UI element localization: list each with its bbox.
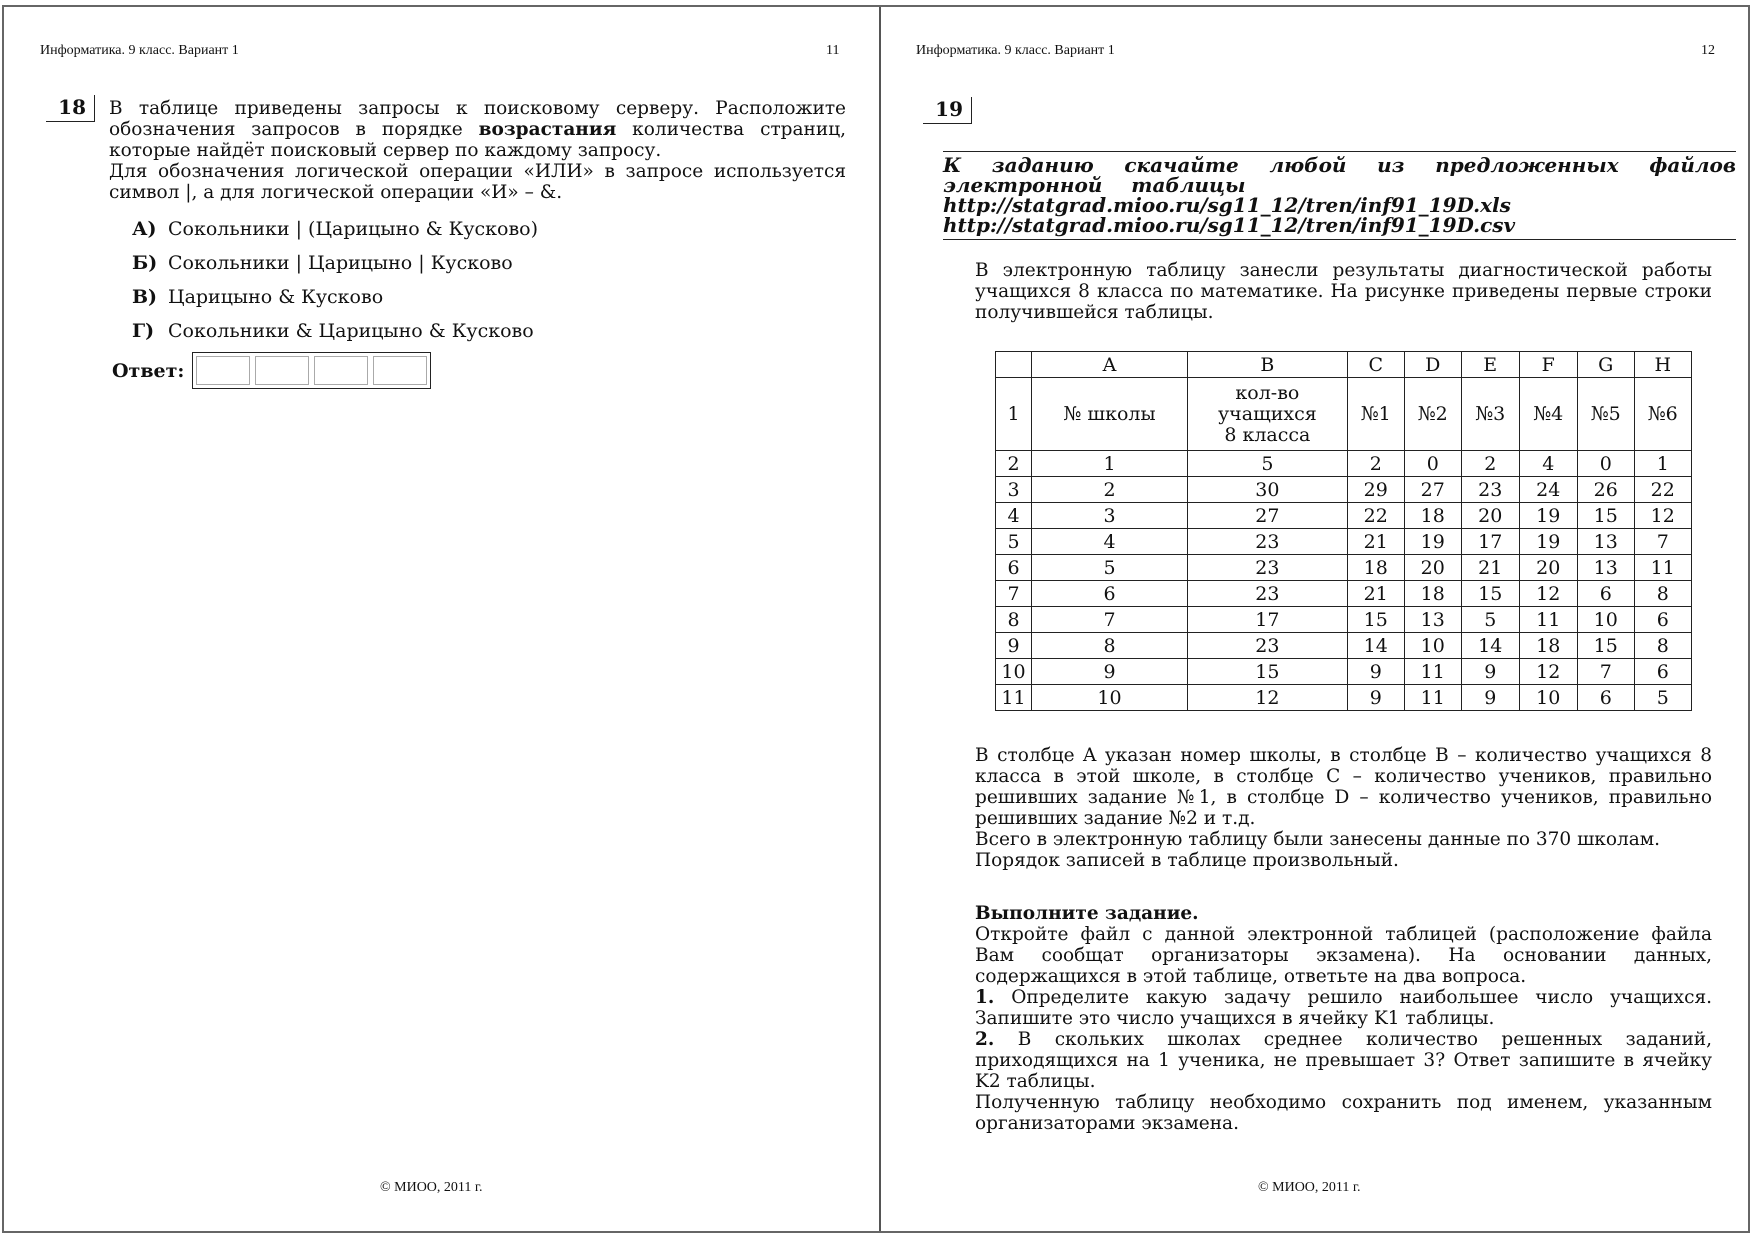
table-row bbox=[996, 555, 1692, 581]
table-cell: 1 bbox=[1634, 451, 1691, 477]
header-row: 1 № школы кол-во учащихся 8 класса №1 №2 №3 №4 №5 №6 bbox=[996, 378, 1692, 451]
table-cell: 17 bbox=[1461, 529, 1519, 555]
table-cell: 0 bbox=[1404, 451, 1461, 477]
table-cell: 7 bbox=[1577, 659, 1634, 685]
table-cell: 18 bbox=[1404, 581, 1461, 607]
table-cell: 15 bbox=[1188, 659, 1348, 685]
page-number: 11 bbox=[826, 43, 840, 58]
page-spread bbox=[2, 5, 1750, 1233]
table-cell: 14 bbox=[1461, 633, 1519, 659]
task-18-body bbox=[109, 98, 846, 203]
table-cell: 12 bbox=[1188, 685, 1348, 711]
page-number: 12 bbox=[1701, 43, 1715, 58]
table-cell: 27 bbox=[1188, 503, 1348, 529]
emphasis: возрастания bbox=[478, 119, 617, 140]
table-cell: 20 bbox=[1461, 503, 1519, 529]
table-cell: 11 bbox=[1404, 685, 1461, 711]
table-cell: 29 bbox=[1347, 477, 1404, 503]
option-v: В) Царицыно & Кусково bbox=[132, 286, 384, 308]
table-row bbox=[996, 607, 1692, 633]
table-cell: 30 bbox=[1188, 477, 1348, 503]
table-cell: 10 bbox=[1519, 685, 1577, 711]
col-f: F bbox=[1519, 352, 1577, 378]
columns-explanation: В столбце A указан номер школы, в столбце B – количество учащихся 8 класса в этой школе, в столбце C – количество учеников, правильно решивших задание №1, в столбце D – количество учеников, правильно решивших задание №2 и т.д. bbox=[975, 745, 1712, 829]
row-number: 9 bbox=[996, 633, 1032, 659]
table-cell: 11 bbox=[1404, 659, 1461, 685]
row-number: 3 bbox=[996, 477, 1032, 503]
answer-cell-2[interactable] bbox=[255, 356, 309, 385]
col-c: C bbox=[1347, 352, 1404, 378]
table-cell: 9 bbox=[1461, 659, 1519, 685]
task-text: В таблице приведены запросы к поисковому серверу. Расположите обозначения запросов в порядке возрастания количества страниц, которые найдёт поисковый сервер по каждому запросу. bbox=[109, 98, 846, 161]
question-2: 2. В скольких школах среднее количество решенных заданий, приходящихся на 1 ученика, не превышает 3? Ответ запишите в ячейку K2 таблицы. bbox=[975, 1029, 1712, 1092]
footer-copyright: © МИОО, 2011 г. bbox=[380, 1180, 483, 1195]
table-cell: 15 bbox=[1577, 503, 1634, 529]
table-cell: 23 bbox=[1188, 555, 1348, 581]
col-e: E bbox=[1461, 352, 1519, 378]
row-number: 6 bbox=[996, 555, 1032, 581]
intro-text: В электронную таблицу занесли результаты диагностической работы учащихся 8 класса по математике. На рисунке приведены первые строки получившейся таблицы. bbox=[975, 260, 1712, 323]
table-cell: 19 bbox=[1404, 529, 1461, 555]
table-cell: 17 bbox=[1188, 607, 1348, 633]
page-11 bbox=[4, 7, 879, 1231]
table-cell: 4 bbox=[1032, 529, 1188, 555]
option-b: Б) Сокольники | Царицыно | Кусково bbox=[132, 252, 513, 274]
col-g: G bbox=[1577, 352, 1634, 378]
option-g: Г) Сокольники & Царицыно & Кусково bbox=[132, 320, 534, 342]
table-cell: 5 bbox=[1461, 607, 1519, 633]
row-number: 5 bbox=[996, 529, 1032, 555]
table-cell: 18 bbox=[1519, 633, 1577, 659]
table-cell: 19 bbox=[1519, 529, 1577, 555]
table-cell: 6 bbox=[1634, 659, 1691, 685]
table-cell: 11 bbox=[1634, 555, 1691, 581]
table-cell: 10 bbox=[1577, 607, 1634, 633]
table-row bbox=[996, 503, 1692, 529]
table-row bbox=[996, 685, 1692, 711]
task-number: 19 bbox=[923, 97, 972, 124]
table-row bbox=[996, 581, 1692, 607]
question-1: 1. Определите какую задачу решило наибольшее число учащихся. Запишите это число учащихся в ячейку K1 таблицы. bbox=[975, 987, 1712, 1029]
table-cell: 12 bbox=[1519, 659, 1577, 685]
table-cell: 21 bbox=[1461, 555, 1519, 581]
table-cell: 18 bbox=[1404, 503, 1461, 529]
table-cell: 7 bbox=[1032, 607, 1188, 633]
table-cell: 2 bbox=[1461, 451, 1519, 477]
table-cell: 15 bbox=[1347, 607, 1404, 633]
option-a: А) Сокольники | (Царицыно & Кусково) bbox=[132, 218, 539, 240]
table-cell: 6 bbox=[1577, 685, 1634, 711]
answer-label: Ответ: bbox=[112, 359, 185, 382]
table-cell: 9 bbox=[1347, 659, 1404, 685]
table-cell: 19 bbox=[1519, 503, 1577, 529]
table-cell: 9 bbox=[1032, 659, 1188, 685]
table-row bbox=[996, 529, 1692, 555]
download-note: К заданию скачайте любой из предложенных файлов электронной таблицы http://statgrad.mioo.ru/sg11_12/tren/inf91_19D.xls http://statgrad.mioo.ru/sg11_12/tren/inf91_19D.csv bbox=[943, 151, 1736, 240]
table-cell: 23 bbox=[1461, 477, 1519, 503]
col-h: H bbox=[1634, 352, 1691, 378]
table-cell: 8 bbox=[1032, 633, 1188, 659]
table-cell: 13 bbox=[1577, 555, 1634, 581]
table-row bbox=[996, 477, 1692, 503]
options-list bbox=[132, 212, 538, 348]
link-csv[interactable]: http://statgrad.mioo.ru/sg11_12/tren/inf91_19D.csv bbox=[943, 213, 1516, 237]
table-cell: 8 bbox=[1634, 581, 1691, 607]
link-xls[interactable]: http://statgrad.mioo.ru/sg11_12/tren/inf91_19D.xls bbox=[943, 193, 1511, 217]
table-cell: 23 bbox=[1188, 581, 1348, 607]
table-row bbox=[996, 659, 1692, 685]
order-note: Порядок записей в таблице произвольный. bbox=[975, 850, 1399, 871]
table-cell: 12 bbox=[1519, 581, 1577, 607]
row-number: 4 bbox=[996, 503, 1032, 529]
table-cell: 10 bbox=[1404, 633, 1461, 659]
footer-copyright: © МИОО, 2011 г. bbox=[1258, 1180, 1361, 1195]
table-cell: 22 bbox=[1347, 503, 1404, 529]
row-number: 7 bbox=[996, 581, 1032, 607]
table-cell: 27 bbox=[1404, 477, 1461, 503]
table-cell: 13 bbox=[1404, 607, 1461, 633]
table-cell: 12 bbox=[1634, 503, 1691, 529]
table-cell: 10 bbox=[1032, 685, 1188, 711]
table-cell: 14 bbox=[1347, 633, 1404, 659]
row-number: 10 bbox=[996, 659, 1032, 685]
table-cell: 21 bbox=[1347, 529, 1404, 555]
table-cell: 8 bbox=[1634, 633, 1691, 659]
table-row bbox=[996, 451, 1692, 477]
table-cell: 9 bbox=[1461, 685, 1519, 711]
table-cell: 26 bbox=[1577, 477, 1634, 503]
table-cell: 11 bbox=[1519, 607, 1577, 633]
table-cell: 5 bbox=[1188, 451, 1348, 477]
table-cell: 15 bbox=[1461, 581, 1519, 607]
page-12 bbox=[881, 7, 1750, 1231]
header-title: Информатика. 9 класс. Вариант 1 bbox=[40, 43, 239, 58]
table-row bbox=[996, 633, 1692, 659]
spreadsheet-table bbox=[995, 351, 1692, 711]
table-cell: 7 bbox=[1634, 529, 1691, 555]
table-cell: 5 bbox=[1634, 685, 1691, 711]
task-operators-text: Для обозначения логической операции «ИЛИ» в запросе используется символ |, а для логической операции «И» – &. bbox=[109, 161, 846, 203]
answer-cell-4[interactable] bbox=[373, 356, 427, 385]
table-cell: 1 bbox=[1032, 451, 1188, 477]
table-cell: 23 bbox=[1188, 529, 1348, 555]
table-cell: 22 bbox=[1634, 477, 1691, 503]
table-cell: 3 bbox=[1032, 503, 1188, 529]
header-title: Информатика. 9 класс. Вариант 1 bbox=[916, 43, 1115, 58]
table-cell: 18 bbox=[1347, 555, 1404, 581]
do-heading: Выполните задание. bbox=[975, 903, 1199, 924]
total-schools: Всего в электронную таблицу были занесены данные по 370 школам. bbox=[975, 829, 1661, 850]
table-cell: 23 bbox=[1188, 633, 1348, 659]
answer-cell-3[interactable] bbox=[314, 356, 368, 385]
table-cell: 6 bbox=[1032, 581, 1188, 607]
instructions-block bbox=[975, 903, 1712, 1134]
table-cell: 24 bbox=[1519, 477, 1577, 503]
table-cell: 20 bbox=[1519, 555, 1577, 581]
save-instruction: Полученную таблицу необходимо сохранить под именем, указанным организаторами экзамена. bbox=[975, 1092, 1712, 1134]
table-cell: 20 bbox=[1404, 555, 1461, 581]
table-cell: 21 bbox=[1347, 581, 1404, 607]
table-cell: 15 bbox=[1577, 633, 1634, 659]
table-cell: 2 bbox=[1032, 477, 1188, 503]
table-cell: 6 bbox=[1577, 581, 1634, 607]
col-b: B bbox=[1188, 352, 1348, 378]
table-cell: 9 bbox=[1347, 685, 1404, 711]
col-d: D bbox=[1404, 352, 1461, 378]
answer-cell-1[interactable] bbox=[196, 356, 250, 385]
table-cell: 6 bbox=[1634, 607, 1691, 633]
do-text: Откройте файл с данной электронной таблицей (расположение файла Вам сообщат организаторы экзамена). На основании данных, содержащихся в этой таблице, ответьте на два вопроса. bbox=[975, 924, 1712, 987]
answer-box bbox=[192, 352, 431, 389]
table-cell: 5 bbox=[1032, 555, 1188, 581]
row-number: 2 bbox=[996, 451, 1032, 477]
table-cell: 4 bbox=[1519, 451, 1577, 477]
row-number: 8 bbox=[996, 607, 1032, 633]
table-cell: 0 bbox=[1577, 451, 1634, 477]
col-a: A bbox=[1032, 352, 1188, 378]
table-cell: 13 bbox=[1577, 529, 1634, 555]
table-cell: 2 bbox=[1347, 451, 1404, 477]
row-number: 11 bbox=[996, 685, 1032, 711]
column-letters-row bbox=[996, 352, 1692, 378]
task-number: 18 bbox=[46, 95, 95, 122]
answer-row bbox=[112, 352, 431, 389]
explanation-block bbox=[975, 745, 1712, 871]
